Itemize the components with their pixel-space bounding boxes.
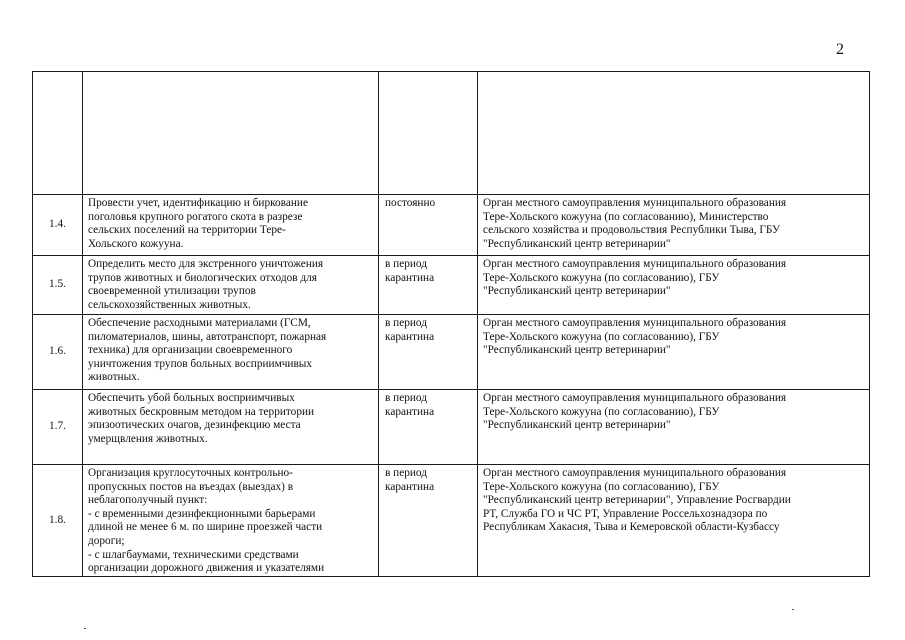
cell-deadline xyxy=(379,390,478,465)
cell-task xyxy=(83,390,379,465)
task-line: животных. xyxy=(88,371,140,384)
table-row-empty xyxy=(33,72,870,195)
cell-responsible xyxy=(478,390,870,465)
task-line: неблагополучный пункт: xyxy=(88,494,208,507)
responsible-line: сельского хозяйства и продовольствия Республики Тыва, ГБУ xyxy=(483,224,780,237)
responsible-line: Орган местного самоуправления муниципального образования xyxy=(483,197,787,209)
task-line: своевременной утилизации трупов xyxy=(88,285,256,298)
cell-deadline xyxy=(379,195,478,256)
cell-task xyxy=(83,72,379,195)
task-line: - с шлагбаумами, техническими средствами xyxy=(88,548,299,561)
task-line: Хольского кожууна. xyxy=(88,237,184,250)
cell-deadline xyxy=(379,72,478,195)
responsible-line: Орган местного самоуправления муниципального образования xyxy=(483,467,787,479)
cell-responsible xyxy=(478,72,870,195)
task-line: Определить место для экстренного уничтожения xyxy=(88,258,324,270)
responsible-line: Тере-Хольского кожууна (по согласованию), Министерство xyxy=(483,210,769,223)
responsible-line: "Республиканский центр ветеринарии" xyxy=(483,344,671,357)
responsible-line: Тере-Хольского кожууна (по согласованию), ГБУ xyxy=(483,405,720,418)
responsible-line: Тере-Хольского кожууна (по согласованию), ГБУ xyxy=(483,480,720,493)
responsible-line: Тере-Хольского кожууна (по согласованию), ГБУ xyxy=(483,330,720,343)
cell-deadline xyxy=(379,465,478,577)
responsible-line: РТ, Служба ГО и ЧС РТ, Управление Россельхознадзора по xyxy=(483,507,768,520)
responsible-line: Орган местного самоуправления муниципального образования xyxy=(483,392,787,404)
deadline-line: карантина xyxy=(385,405,435,418)
table-row xyxy=(33,390,870,465)
cell-deadline xyxy=(379,315,478,390)
task-line: Обеспечение расходными материалами (ГСМ, xyxy=(88,317,311,329)
scan-speck xyxy=(84,628,86,629)
task-line: Провести учет, идентификацию и биркование xyxy=(88,197,308,209)
cell-deadline xyxy=(379,256,478,315)
cell-number: 1.5. xyxy=(33,256,83,315)
task-line: дороги; xyxy=(88,534,125,547)
deadline-line: карантина xyxy=(385,330,435,343)
task-line: техника) для организации своевременного xyxy=(88,344,293,357)
task-line: трупов животных и биологических отходов для xyxy=(88,271,317,284)
task-line: сельских поселений на территории Тере- xyxy=(88,224,286,237)
responsible-line: "Республиканский центр ветеринарии", Управление Росгвардии xyxy=(483,494,791,507)
table-row xyxy=(33,256,870,315)
responsible-line: "Республиканский центр ветеринарии" xyxy=(483,419,671,432)
responsible-line: Республикам Хакасия, Тыва и Кемеровской области-Кузбассу xyxy=(483,521,780,534)
task-line: - с временными дезинфекционными барьерами xyxy=(88,507,316,520)
task-line: уничтожения трупов больных восприимчивых xyxy=(88,357,313,370)
cell-number: 1.6. xyxy=(33,315,83,390)
deadline-line: в период xyxy=(385,258,427,270)
responsible-line: "Республиканский центр ветеринарии" xyxy=(483,285,671,298)
deadline-line: карантина xyxy=(385,271,435,284)
task-line: Обеспечить убой больных восприимчивых xyxy=(88,392,295,404)
deadline-line: в период xyxy=(385,467,427,479)
cell-responsible xyxy=(478,315,870,390)
cell-task xyxy=(83,315,379,390)
task-line: умерщвления животных. xyxy=(88,432,208,445)
table-row xyxy=(33,315,870,390)
table-row xyxy=(33,465,870,577)
cell-task xyxy=(83,195,379,256)
task-line: длиной не менее 6 м. по ширине проезжей части xyxy=(88,521,323,534)
responsible-line: "Республиканский центр ветеринарии" xyxy=(483,237,671,250)
cell-responsible xyxy=(478,195,870,256)
scan-speck xyxy=(792,609,794,610)
task-line: поголовья крупного рогатого скота в разрезе xyxy=(88,210,303,223)
task-line: сельскохозяйственных животных. xyxy=(88,298,251,311)
deadline-line: карантина xyxy=(385,480,435,493)
page-number: 2 xyxy=(836,41,844,58)
cell-task xyxy=(83,256,379,315)
task-line: пропускных постов на въездах (выездах) в xyxy=(88,480,294,493)
cell-responsible xyxy=(478,465,870,577)
cell-number: 1.7. xyxy=(33,390,83,465)
responsible-line: Тере-Хольского кожууна (по согласованию), ГБУ xyxy=(483,271,720,284)
cell-responsible xyxy=(478,256,870,315)
table-row xyxy=(33,195,870,256)
cell-number xyxy=(33,72,83,195)
task-line: организации дорожного движения и указателями xyxy=(88,562,325,575)
measures-table xyxy=(32,71,870,577)
deadline-line: в период xyxy=(385,392,427,404)
task-line: Организация круглосуточных контрольно- xyxy=(88,467,293,479)
responsible-line: Орган местного самоуправления муниципального образования xyxy=(483,317,787,329)
task-line: эпизоотических очагов, дезинфекцию места xyxy=(88,419,301,432)
responsible-line: Орган местного самоуправления муниципального образования xyxy=(483,258,787,270)
cell-number: 1.8. xyxy=(33,465,83,577)
task-line: животных бескровным методом на территории xyxy=(88,405,315,418)
task-line: пиломатериалов, шины, автотранспорт, пожарная xyxy=(88,330,327,343)
deadline-line: в период xyxy=(385,317,427,329)
deadline-line: постоянно xyxy=(385,197,436,209)
cell-number: 1.4. xyxy=(33,195,83,256)
cell-task xyxy=(83,465,379,577)
